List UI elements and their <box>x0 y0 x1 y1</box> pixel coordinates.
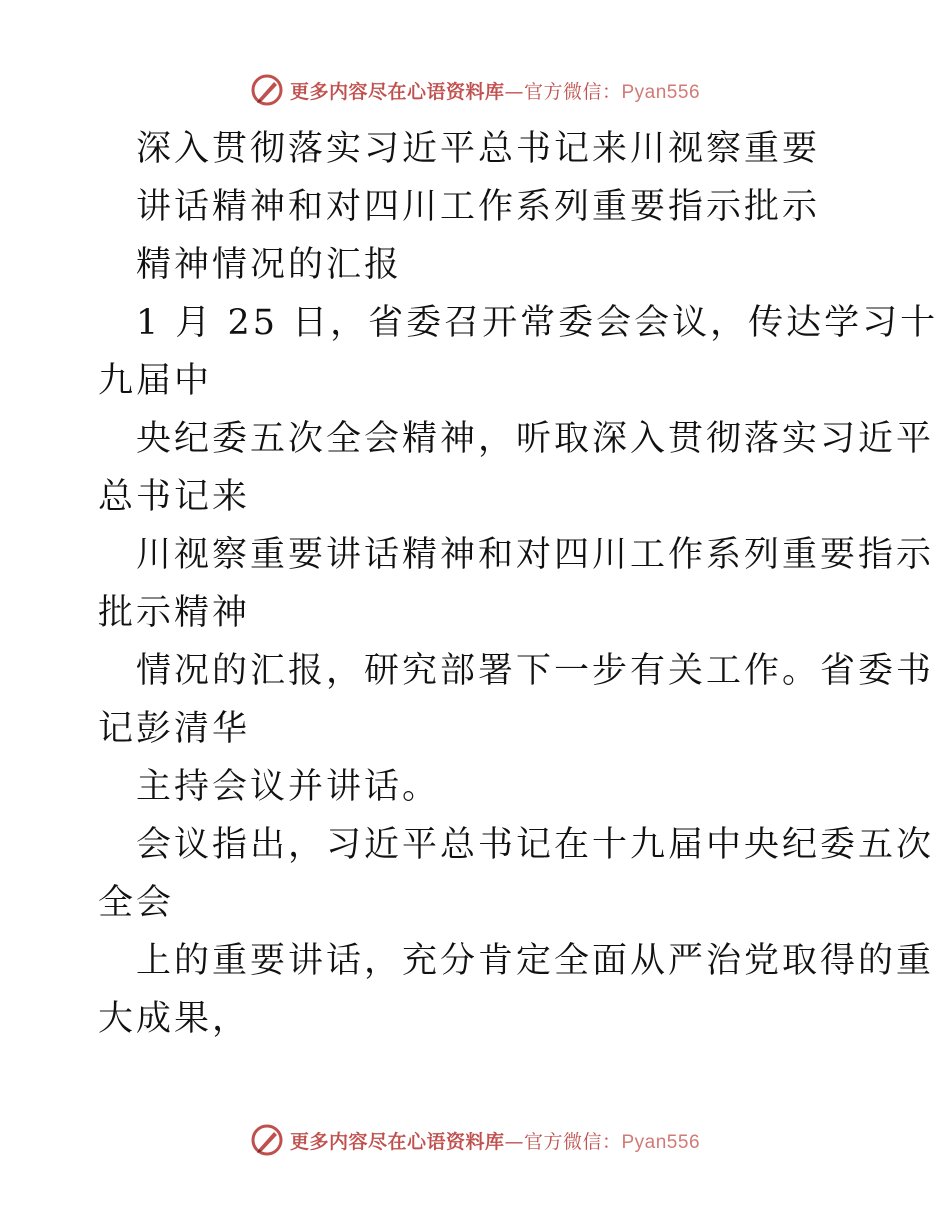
doc-line: 会议指出，习近平总书记在十九届中央纪委五次 <box>136 825 935 865</box>
footer-watermark-banner <box>0 1120 950 1160</box>
banner-dash: — <box>504 1130 524 1153</box>
header-watermark-banner <box>0 70 950 110</box>
doc-line: 上的重要讲话，充分肯定全面从严治党取得的重 <box>136 941 935 981</box>
doc-line: 总书记来 <box>98 477 251 517</box>
banner-label: 官方微信： <box>523 80 622 103</box>
banner-text <box>290 1127 700 1154</box>
quill-pen-logo-icon <box>250 73 284 107</box>
doc-line: 全会 <box>98 883 175 923</box>
banner-title: 更多内容尽在心语资料库 <box>289 1130 505 1153</box>
doc-line: 批示精神 <box>98 593 251 633</box>
banner-wechat-id: Pyan556 <box>621 81 701 103</box>
doc-line: 讲话精神和对四川工作系列重要指示批示 <box>136 187 821 227</box>
banner-wechat-id: Pyan556 <box>621 1131 701 1153</box>
doc-line: 九届中 <box>98 361 213 401</box>
banner-label: 官方微信： <box>523 1130 622 1153</box>
banner-text <box>290 77 700 104</box>
banner-dash: — <box>504 80 524 103</box>
banner-title: 更多内容尽在心语资料库 <box>289 80 505 103</box>
doc-line: 深入贯彻落实习近平总书记来川视察重要 <box>136 129 821 169</box>
doc-line: 情况的汇报，研究部署下一步有关工作。省委书 <box>136 651 935 691</box>
doc-line: 大成果， <box>98 999 251 1039</box>
doc-line: 央纪委五次全会精神，听取深入贯彻落实习近平 <box>136 419 935 459</box>
doc-line: 精神情况的汇报 <box>136 245 403 285</box>
doc-line: 记彭清华 <box>98 709 251 749</box>
doc-line: 主持会议并讲话。 <box>136 767 441 807</box>
doc-line: 1 月 25 日，省委召开常委会会议，传达学习十 <box>136 303 939 343</box>
doc-line: 川视察重要讲话精神和对四川工作系列重要指示 <box>136 535 935 575</box>
quill-pen-logo-icon <box>250 1123 284 1157</box>
